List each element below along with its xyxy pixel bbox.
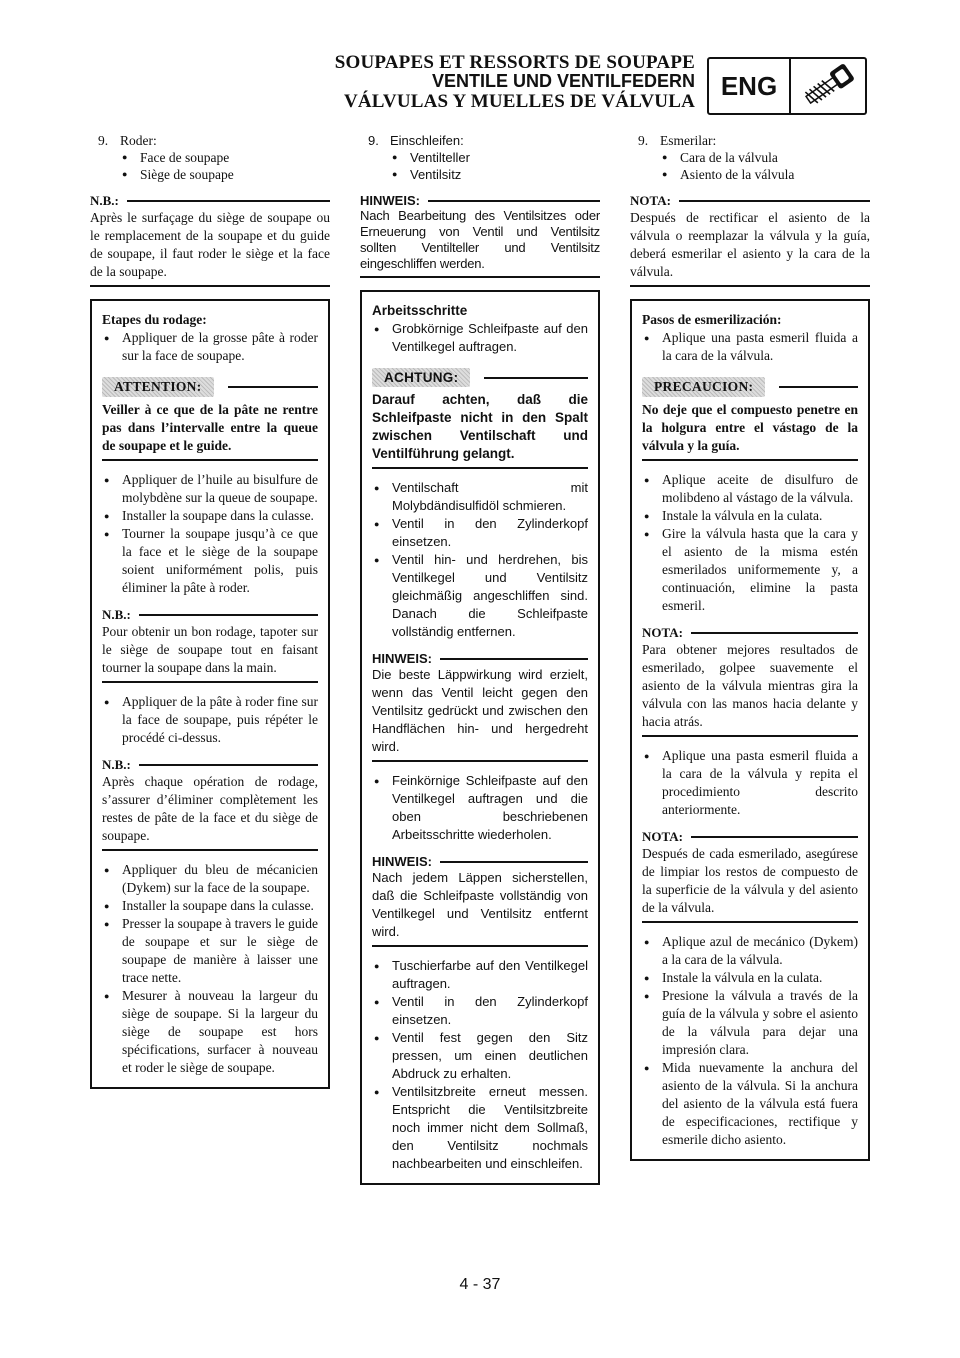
note-text: Nach jedem Läppen sicherstellen, daß die Schleifpaste vollständig von Ventilkegel und Ventilsitz entfernt wird. bbox=[372, 870, 588, 939]
procedure-step: ● Appliquer de la grosse pâte à roder sur la face de soupape. bbox=[102, 329, 318, 365]
engine-valve-icon bbox=[791, 59, 865, 113]
note-heading bbox=[642, 625, 858, 641]
procedure-step: ● Mesurer à nouveau la largeur du siège de soupape. Si la largeur du siège de soupape est hors spécifications, surfacer à nouveau et roder le siège de soupape. bbox=[102, 987, 318, 1077]
procedure-step: ● Ventil hin- und herdrehen, bis Ventilkegel und Ventilsitz gleichmäßig angeschliffen sind. Danach die Schleifpaste vollständig entfernen. bbox=[372, 551, 588, 641]
step-item: ● Cara de la válvula bbox=[660, 149, 870, 166]
note-label: NOTA: bbox=[642, 829, 683, 844]
procedure-step: ● Instale la válvula en la culata. bbox=[642, 969, 858, 987]
note-heading bbox=[360, 193, 600, 208]
procedure-step: ● Feinkörnige Schleifpaste auf den Ventilkegel auftragen und die oben beschriebenen Arbeitsschritte wiederholen. bbox=[372, 772, 588, 844]
note-label: NOTA: bbox=[642, 625, 683, 640]
note-label: HINWEIS: bbox=[360, 193, 420, 208]
note-text: Nach Bearbeitung des Ventilsitzes oder Erneuerung von Ventil und Ventilsitz sollten Ventilteller und Ventilsitz eingeschliffen werden. bbox=[360, 208, 600, 271]
procedure-step: ● Presser la soupape à travers le guide de soupape et sur le siège de soupape de manière à laisser une trace nette. bbox=[102, 915, 318, 987]
procedure-step: ● Tuschierfarbe auf den Ventilkegel auftragen. bbox=[372, 957, 588, 993]
note-text: Après chaque opération de rodage, s’assurer d’éliminer complètement les restes de pâte de la face et du siège de soupape. bbox=[102, 774, 318, 843]
procedure-step: ● Ventil in den Zylinderkopf einsetzen. bbox=[372, 515, 588, 551]
caution-text: No deje que el compuesto penetre en la holgura entre el vástago de la válvula y la guía. bbox=[642, 402, 858, 453]
divider bbox=[642, 459, 858, 461]
caution-text: Veiller à ce que de la pâte ne rentre pas dans l’intervalle entre la queue de soupape et le guide. bbox=[102, 402, 318, 453]
procedure-step: ● Presione la válvula a través de la guía de la válvula y sobre el asiento de la válvula para dejar una impresión clara. bbox=[642, 987, 858, 1059]
caution-label: ACHTUNG: bbox=[372, 368, 470, 387]
divider bbox=[102, 459, 318, 461]
procedure-box bbox=[90, 299, 330, 1089]
step-heading bbox=[638, 132, 870, 149]
step-title: Einschleifen: bbox=[390, 133, 464, 148]
divider bbox=[642, 921, 858, 923]
step-item: ● Face de soupape bbox=[120, 149, 330, 166]
divider bbox=[372, 467, 588, 469]
caution-text: Darauf achten, daß die Schleifpaste nicht in den Spalt zwischen Ventilschaft und Ventilführung gelangt. bbox=[372, 392, 588, 461]
procedure-step: ● Aplique una pasta esmeril fluida a la cara de la válvula. bbox=[642, 329, 858, 365]
procedure-step: ● Gire la válvula hasta que la cara y el asiento de la misma estén esmerilados uniformemente y, a continuación, elimine la pasta esmeril. bbox=[642, 525, 858, 615]
note-text: Después de cada esmerilado, asegúrese de limpiar los restos de compuesto de la superficie de la válvula y del asiento de la válvula. bbox=[642, 846, 858, 915]
column-french bbox=[90, 132, 330, 1089]
procedure-step: ● Appliquer du bleu de mécanicien (Dykem) sur la face de la soupape. bbox=[102, 861, 318, 897]
procedure-title: Etapes du rodage: bbox=[102, 312, 207, 327]
note-heading bbox=[90, 193, 330, 209]
procedure-step: ● Ventil in den Zylinderkopf einsetzen. bbox=[372, 993, 588, 1029]
step-heading bbox=[98, 132, 330, 149]
procedure-step: ● Mida nuevamente la anchura del asiento de la válvula. Si la anchura del asiento de la válvula está fuera de especificaciones, rectifique y esmerile dicho asiento. bbox=[642, 1059, 858, 1149]
caution-heading bbox=[642, 377, 858, 397]
note-label: N.B.: bbox=[102, 607, 131, 622]
note-heading bbox=[630, 193, 870, 209]
procedure-title: Arbeitsschritte bbox=[372, 303, 468, 318]
procedure-step: ● Installer la soupape dans la culasse. bbox=[102, 507, 318, 525]
procedure-step: ● Ventil fest gegen den Sitz pressen, um einen deutlichen Abdruck zu erhalten. bbox=[372, 1029, 588, 1083]
note-text: Después de rectificar el asiento de la válvula o reemplazar la válvula y la guía, deberá esmerilar el asiento y la cara de la válvula. bbox=[630, 210, 870, 279]
title-de: VENTILE UND VENTILFEDERN bbox=[431, 71, 695, 91]
procedure-step: ● Grobkörnige Schleifpaste auf den Ventilkegel auftragen. bbox=[372, 320, 588, 356]
caution-label: ATTENTION: bbox=[102, 377, 214, 397]
section-label: ENG bbox=[709, 59, 791, 113]
step-heading bbox=[368, 132, 600, 149]
caution-heading bbox=[372, 368, 588, 387]
divider bbox=[372, 945, 588, 947]
procedure-step: ● Instale la válvula en la culata. bbox=[642, 507, 858, 525]
procedure-step: ● Appliquer de la pâte à roder fine sur la face de soupape, puis répéter le procédé ci-dessus. bbox=[102, 693, 318, 747]
divider bbox=[642, 735, 858, 737]
note-label: HINWEIS: bbox=[372, 854, 432, 869]
note-label: N.B.: bbox=[102, 757, 131, 772]
step-number: 9. bbox=[638, 133, 649, 148]
caution-label: PRECAUCION: bbox=[642, 377, 765, 397]
note-text: Pour obtenir un bon rodage, tapoter sur le siège de soupape tout en faisant tourner la soupape dans la main. bbox=[102, 624, 318, 675]
note-text: Para obtener mejores resultados de esmerilado, golpee suavemente el asiento de la válvula mientras gira la válvula con las manos hacia delante y hacia atrás. bbox=[642, 642, 858, 729]
page-number: 4 - 37 bbox=[459, 1276, 501, 1293]
procedure-step: ● Aplique una pasta esmeril fluida a la cara de la válvula y repita el procedimiento descrito anteriormente. bbox=[642, 747, 858, 819]
note-heading bbox=[642, 829, 858, 845]
procedure-title: Pasos de esmerilización: bbox=[642, 312, 782, 327]
column-spanish bbox=[630, 132, 870, 1161]
section-badge bbox=[707, 57, 867, 115]
note-heading bbox=[372, 651, 588, 666]
note-heading bbox=[102, 607, 318, 623]
step-item: ● Ventilteller bbox=[390, 149, 600, 166]
step-number: 9. bbox=[98, 133, 109, 148]
procedure-step: ● Tourner la soupape jusqu’à ce que la face et le siège de la soupape soient uniformément polis, puis éliminer la pâte à roder. bbox=[102, 525, 318, 597]
title-es: VÁLVULAS Y MUELLES DE VÁLVULA bbox=[343, 91, 695, 112]
page-header bbox=[0, 52, 960, 122]
step-item: ● Asiento de la válvula bbox=[660, 166, 870, 183]
step-item: ● Ventilsitz bbox=[390, 166, 600, 183]
divider bbox=[630, 285, 870, 287]
note-label: NOTA: bbox=[630, 193, 671, 208]
procedure-box bbox=[630, 299, 870, 1161]
note-heading bbox=[102, 757, 318, 773]
procedure-step: ● Appliquer de l’huile au bisulfure de molybdène sur la queue de soupape. bbox=[102, 471, 318, 507]
step-title: Esmerilar: bbox=[660, 133, 717, 148]
procedure-step: ● Installer la soupape dans la culasse. bbox=[102, 897, 318, 915]
note-label: N.B.: bbox=[90, 193, 119, 208]
caution-heading bbox=[102, 377, 318, 397]
procedure-step: ● Aplique azul de mecánico (Dykem) a la cara de la válvula. bbox=[642, 933, 858, 969]
note-heading bbox=[372, 854, 588, 869]
step-item: ● Siège de soupape bbox=[120, 166, 330, 183]
note-label: HINWEIS: bbox=[372, 651, 432, 666]
divider bbox=[360, 276, 600, 278]
procedure-step: ● Aplique aceite de disulfuro de molibdeno al vástago de la válvula. bbox=[642, 471, 858, 507]
title-fr: SOUPAPES ET RESSORTS DE SOUPAPE bbox=[334, 52, 695, 73]
divider bbox=[102, 849, 318, 851]
procedure-box bbox=[360, 290, 600, 1185]
procedure-step: ● Ventilschaft mit Molybdändisulfidöl schmieren. bbox=[372, 479, 588, 515]
divider bbox=[90, 285, 330, 287]
procedure-step: ● Ventilsitzbreite erneut messen. Entspricht die Ventilsitzbreite noch immer nicht dem Sollmaß, den Ventilsitz nochmals nachbearbeiten und einschleifen. bbox=[372, 1083, 588, 1173]
note-text: Après le surfaçage du siège de soupape ou le remplacement de la soupape et du guide de soupape, il faut roder le siège et la face de la soupape. bbox=[90, 210, 330, 279]
divider bbox=[372, 760, 588, 762]
column-german bbox=[360, 132, 600, 1185]
note-text: Die beste Läppwirkung wird erzielt, wenn das Ventil leicht gegen den Ventilsitz gedrückt und zwischen den Handflächen hin- und hergedreht wird. bbox=[372, 667, 588, 754]
step-number: 9. bbox=[368, 133, 379, 148]
divider bbox=[102, 681, 318, 683]
step-title: Roder: bbox=[120, 133, 157, 148]
